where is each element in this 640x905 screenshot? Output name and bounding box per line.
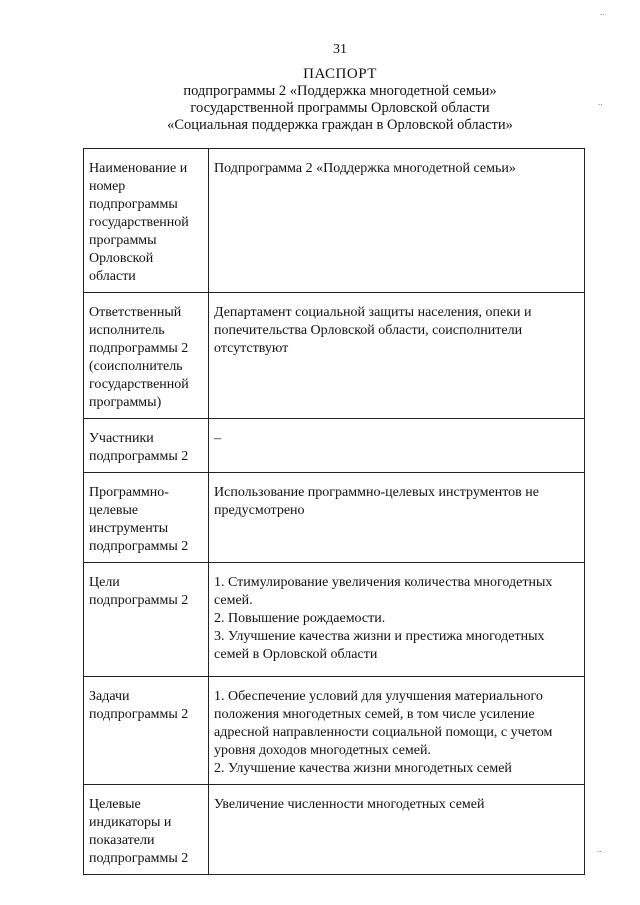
scan-mark: .. bbox=[600, 7, 605, 17]
value-line: 2. Повышение рождаемости. bbox=[214, 611, 386, 626]
row-label: Участники подпрограммы 2 bbox=[84, 419, 209, 473]
row-value bbox=[209, 563, 585, 677]
row-value bbox=[209, 677, 585, 785]
value-line: Увеличение численности многодетных семей bbox=[214, 797, 485, 812]
value-line: 1. Стимулирование увеличения количества многодетных семей. bbox=[214, 575, 553, 608]
value-line: – bbox=[214, 431, 221, 446]
value-line: Подпрограмма 2 «Поддержка многодетной семьи» bbox=[214, 161, 516, 176]
row-label: Программно-целевые инструменты подпрограммы 2 bbox=[84, 473, 209, 563]
value-line: Департамент социальной защиты населения, опеки и попечительства Орловской области, соисполнители отсутствуют bbox=[214, 305, 532, 356]
row-label: Наименование и номер подпрограммы государственной программы Орловской области bbox=[84, 149, 209, 293]
value-line: 1. Обеспечение условий для улучшения материального положения многодетных семей, в том числе усиление адресной направленности социальной помощи, с учетом уровня доходов многодетных семей. bbox=[214, 689, 553, 758]
page-number: 31 bbox=[333, 42, 347, 57]
passport-table bbox=[83, 148, 585, 875]
scan-mark: .. bbox=[598, 97, 603, 107]
table-row bbox=[84, 677, 585, 785]
subtitle-line: подпрограммы 2 «Поддержка многодетной семьи» bbox=[183, 83, 497, 99]
value-line: 3. Улучшение качества жизни и престижа многодетных семей в Орловской области bbox=[214, 629, 545, 662]
table-row bbox=[84, 785, 585, 875]
row-value bbox=[209, 293, 585, 419]
row-label: Ответственный исполнитель подпрограммы 2 (соисполнитель государственной программы) bbox=[84, 293, 209, 419]
document-header bbox=[0, 66, 640, 134]
subtitle-line: «Социальная поддержка граждан в Орловской области» bbox=[167, 117, 513, 133]
row-value bbox=[209, 473, 585, 563]
row-label: Цели подпрограммы 2 bbox=[84, 563, 209, 677]
scan-mark: .. bbox=[597, 844, 602, 854]
row-label: Целевые индикаторы и показатели подпрограммы 2 bbox=[84, 785, 209, 875]
row-value bbox=[209, 419, 585, 473]
table-row bbox=[84, 149, 585, 293]
table-row bbox=[84, 473, 585, 563]
row-label: Задачи подпрограммы 2 bbox=[84, 677, 209, 785]
value-line: 2. Улучшение качества жизни многодетных семей bbox=[214, 761, 512, 776]
value-line: Использование программно-целевых инструментов не предусмотрено bbox=[214, 485, 539, 518]
row-value bbox=[209, 149, 585, 293]
table-row bbox=[84, 419, 585, 473]
table-row bbox=[84, 563, 585, 677]
subtitle-line: государственной программы Орловской области bbox=[190, 100, 490, 116]
row-value bbox=[209, 785, 585, 875]
table-row bbox=[84, 293, 585, 419]
document-title: ПАСПОРТ bbox=[303, 66, 377, 82]
